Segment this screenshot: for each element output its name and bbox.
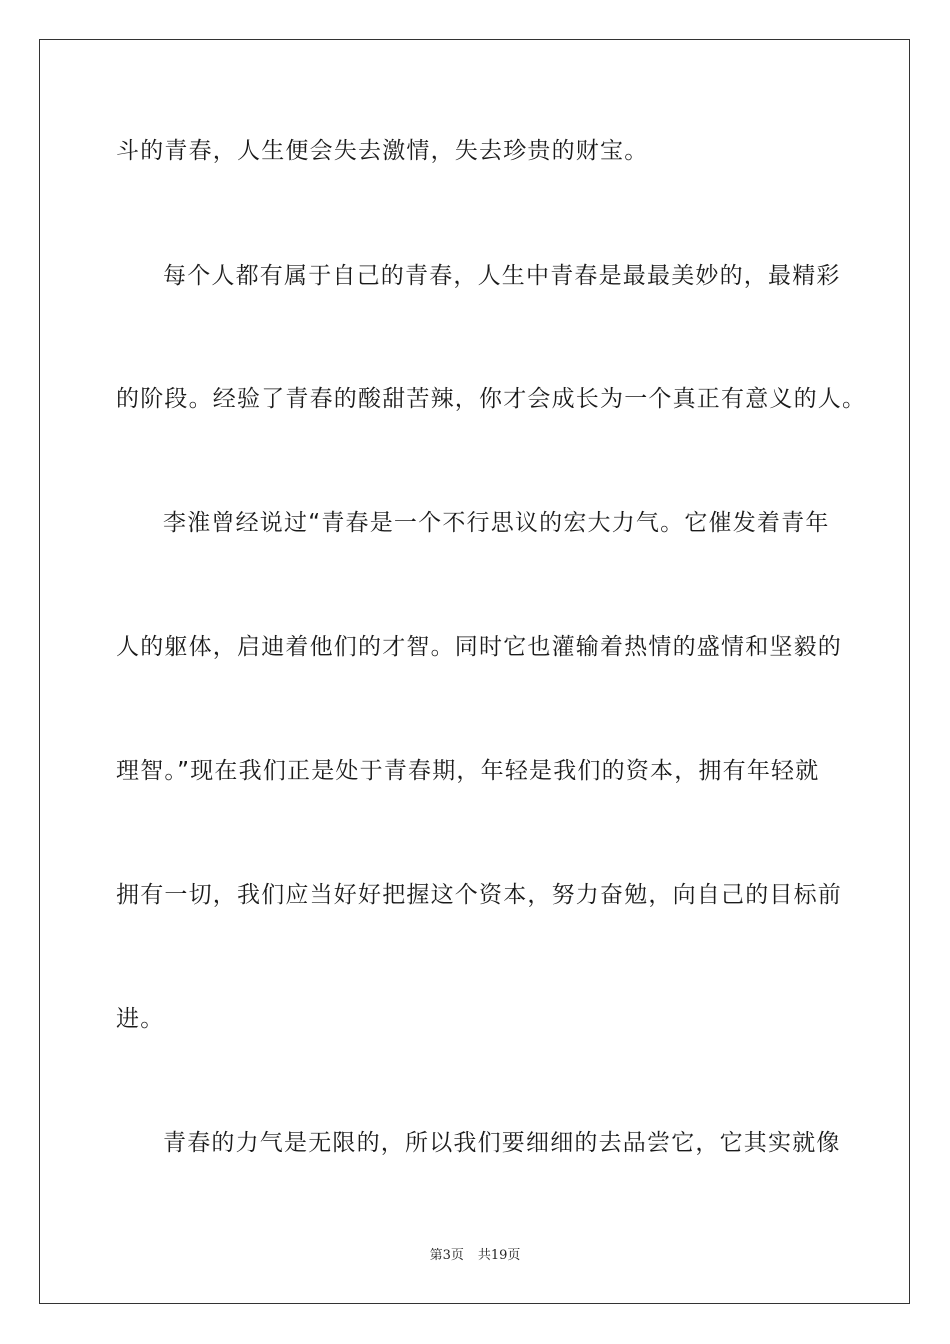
text-line: 斗的青春，人生便会失去激情，失去珍贵的财宝。	[116, 138, 649, 164]
text-line: 的阶段。经验了青春的酸甜苦辣，你才会成长为一个真正有意义的人。	[116, 386, 867, 412]
paragraph-first-line: 每个人都有属于自己的青春，人生中青春是最最美妙的，最精彩	[163, 263, 841, 289]
page-number: 第3页	[429, 1248, 464, 1263]
page-total: 共19页	[477, 1248, 521, 1263]
page-footer	[0, 1247, 950, 1265]
text-line: 人的躯体，启迪着他们的才智。同时它也灌输着热情的盛情和坚毅的	[116, 634, 842, 660]
text-line: 理智。”现在我们正是处于青春期，年轻是我们的资本，拥有年轻就	[116, 758, 820, 784]
text-line: 进。	[116, 1006, 165, 1032]
paragraph-first-line: 李淮曾经说过“青春是一个不行思议的宏大力气。它催发着青年	[163, 510, 830, 536]
page-border	[39, 39, 910, 1304]
text-line: 拥有一切，我们应当好好把握这个资本，努力奋勉，向自己的目标前	[116, 882, 842, 908]
paragraph-first-line: 青春的力气是无限的，所以我们要细细的去品尝它，它其实就像	[163, 1130, 841, 1156]
